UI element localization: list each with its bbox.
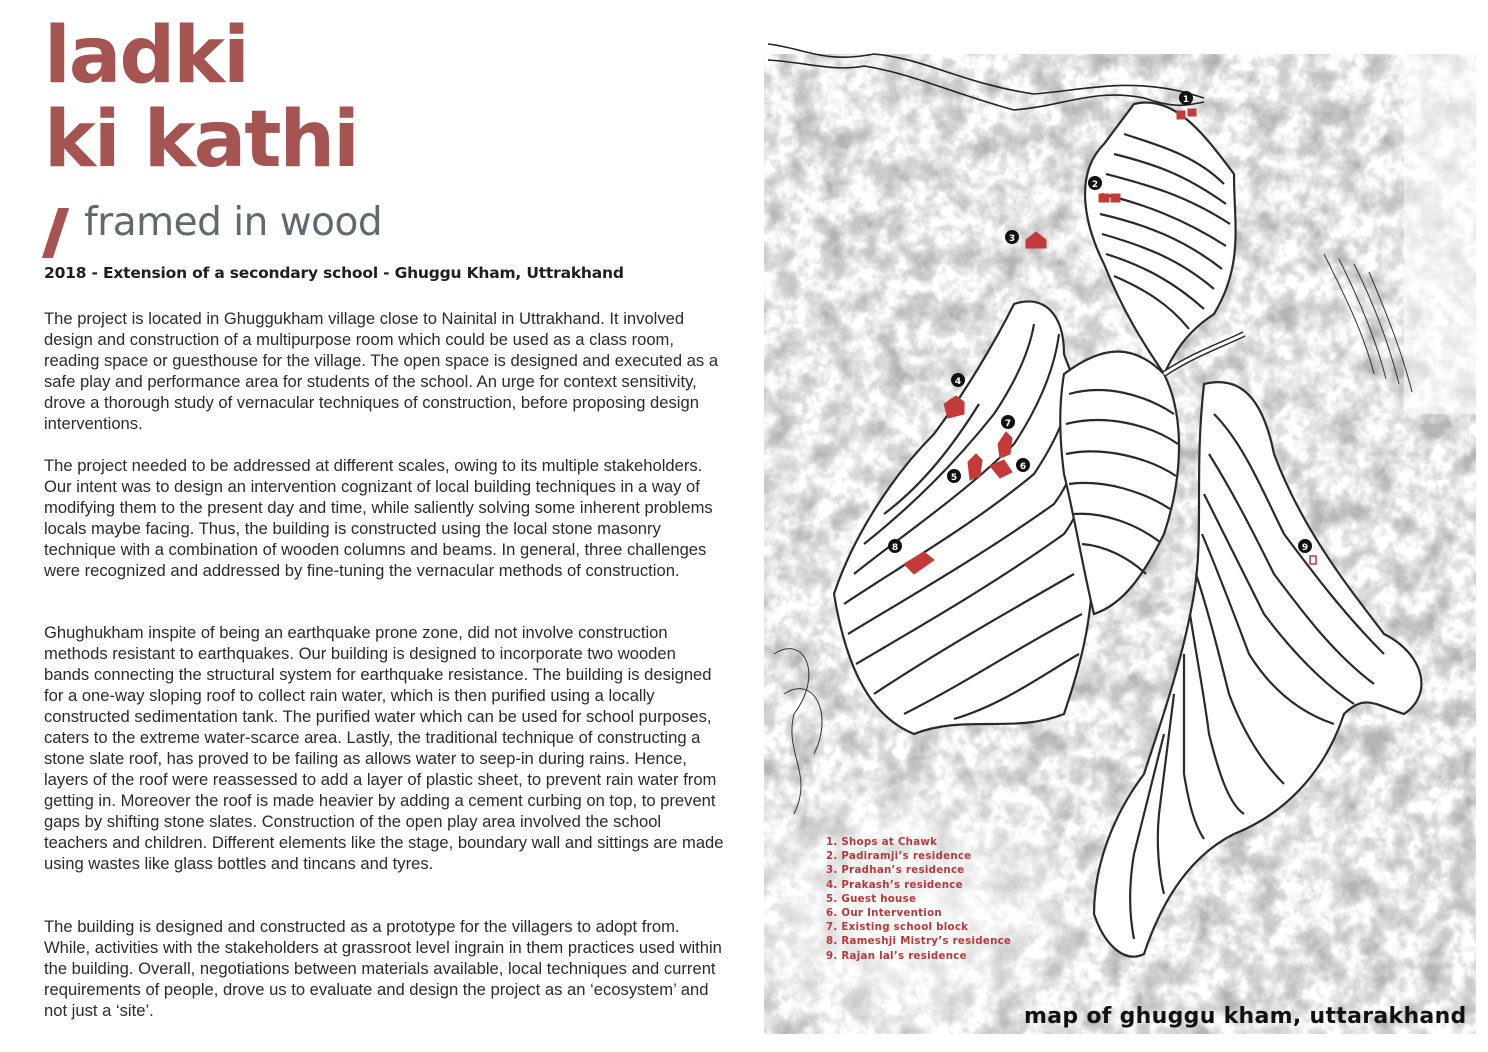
- legend-item: 1. Shops at Chawk: [826, 837, 938, 848]
- legend-item: 5. Guest house: [826, 893, 917, 905]
- marker-8: [888, 539, 902, 553]
- building-2b: [1111, 194, 1120, 202]
- paragraph-4: The building is designed and constructed as a prototype for the villagers to adopt from. While, activities with the stakeholders at grassroot level ingrain in them practices used within the building. Overall, negotiations between materials available, local techniques and current requirements of people, drove us to evaluate and design the project as an ‘ecosystem’ and not just a ‘site’.: [44, 917, 722, 1020]
- legend-item: 9. Rajan lal’s residence: [826, 950, 967, 962]
- project-subtitle: framed in wood: [84, 200, 383, 245]
- marker-1: [1179, 91, 1193, 105]
- map-legend: [826, 836, 1011, 964]
- legend-item: 6. Our Intervention: [826, 908, 942, 920]
- building-2: [1099, 194, 1109, 202]
- legend-item: 2. Padiramji’s residence: [826, 851, 972, 863]
- title-line-2: ki kathi: [44, 95, 358, 185]
- project-title: [44, 11, 358, 185]
- title-line-1: ladki: [44, 11, 248, 101]
- svg-text:5: 5: [950, 473, 958, 483]
- svg-text:1: 1: [1182, 95, 1190, 105]
- marker-9: [1298, 539, 1312, 553]
- svg-text:2: 2: [1091, 180, 1099, 190]
- svg-text:4: 4: [954, 377, 962, 387]
- marker-7: [1001, 415, 1015, 429]
- slash-mark: [42, 208, 69, 258]
- svg-text:7: 7: [1004, 419, 1012, 429]
- paragraph-1: The project is located in Ghuggukham village close to Nainital in Uttrakhand. It involved design and construction of a multipurpose room which could be used as a class room, reading space or guesthouse for the village. The open space is designed and executed as a safe play and performance area for students of the school. An urge for context sensitivity, drove a thorough study of vernacular techniques of construction, before proposing design interventions.: [44, 309, 719, 433]
- legend-item: 7. Existing school block: [826, 922, 969, 934]
- map-caption: map of ghuggu kham, uttarakhand: [1024, 1004, 1467, 1029]
- paragraph-3: Ghughukham inspite of being an earthquake prone zone, did not involve construction methods resistant to earthquakes. Our building is designed to incorporate two wooden bands connecting the structural system for earthquake resistance. The building is designed for a one-way sloping roof to collect rain water, which is then purified using a locally constructed sedimentation tank. The purified water which can be used for school purposes, caters to the extreme water-scarce area. Lastly, the traditional technique of constructing a stone slate roof, has proved to be failing as allows water to seep-in during rains. Hence, layers of the roof were reassessed to add a layer of plastic sheet, to prevent rain water from getting in. Moreover the roof is made heavier by adding a cement curbing on top, to prevent gaps by shifting stone slates. Construction of the open play area involved the school teachers and children. Different elements like the stage, boundary wall and sittings are made using wastes like glass bottles and tincans and tyres.: [44, 623, 724, 873]
- marker-4: [951, 373, 965, 387]
- marker-6: [1016, 458, 1030, 472]
- marker-2: [1088, 176, 1102, 190]
- building-1b: [1188, 109, 1196, 116]
- svg-text:6: 6: [1019, 462, 1027, 472]
- paragraph-2: The project needed to be addressed at different scales, owing to its multiple stakeholders. Our intent was to design an intervention cognizant of local building techniques in a way of modifying them to the present day and time, while saliently solving some inherent problems locals maybe facing. Thus, the building is constructed using the local stone masonry technique with a combination of wooden columns and beams. In general, three challenges were recognized and addressed by fine-tuning the vernacular methods of construction.: [44, 456, 713, 580]
- legend-item: 4. Prakash’s residence: [826, 879, 963, 891]
- svg-text:8: 8: [891, 543, 899, 553]
- project-meta: 2018 - Extension of a secondary school - Ghuggu Kham, Uttrakhand: [44, 264, 624, 282]
- legend-item: 8. Rameshji Mistry’s residence: [826, 936, 1012, 948]
- building-1: [1177, 111, 1185, 119]
- marker-5: [947, 469, 961, 483]
- svg-text:3: 3: [1008, 234, 1016, 244]
- svg-text:9: 9: [1301, 543, 1309, 553]
- legend-item: 3. Pradhan’s residence: [826, 865, 965, 877]
- marker-3: [1005, 230, 1019, 244]
